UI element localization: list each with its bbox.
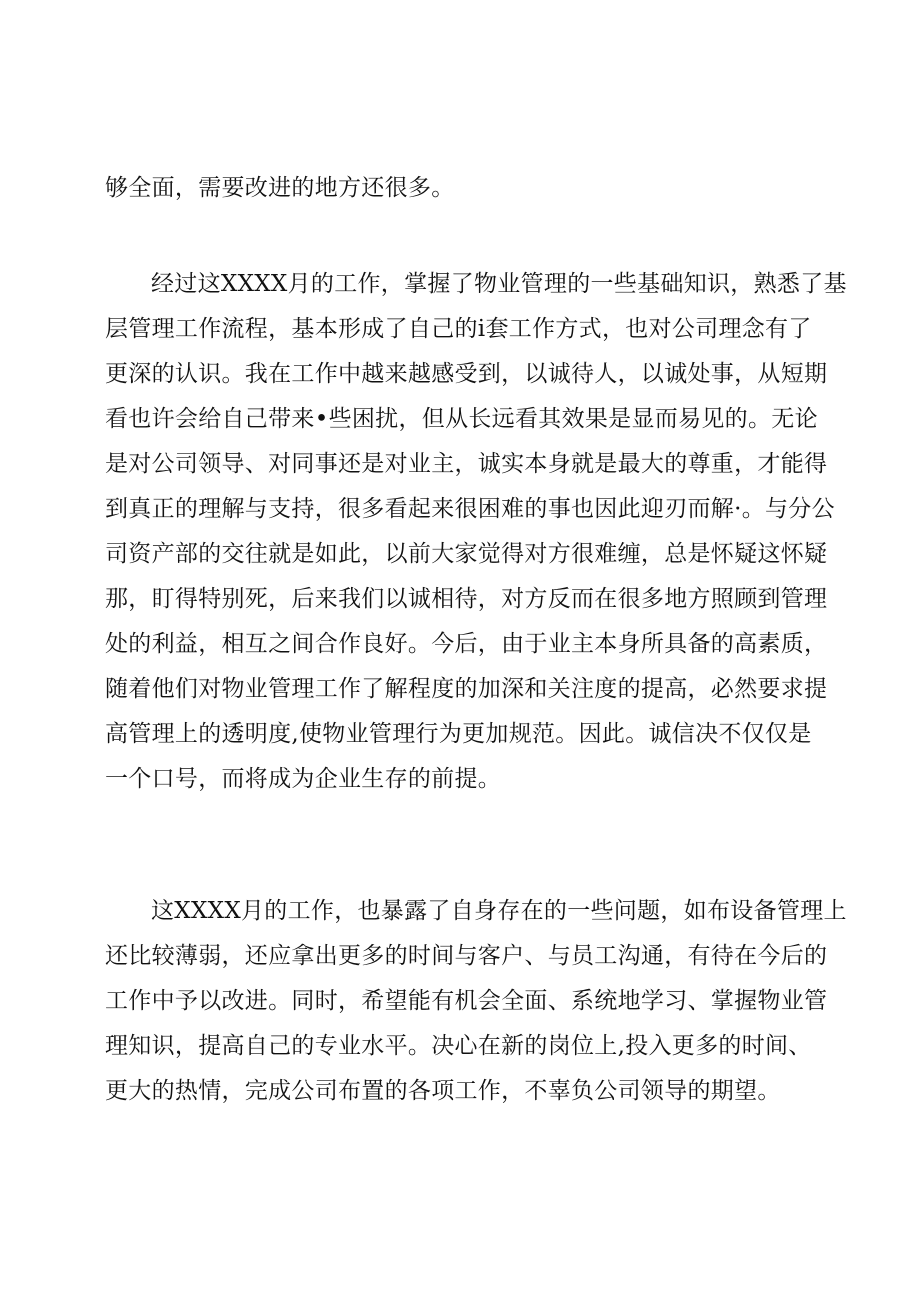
text-line: 更深的认识。我在工作中越来越感受到，以诚待人，以诚处事，从短期	[105, 361, 828, 387]
text-line: 司资产部的交往就是如此，以前大家觉得对方很难缠，总是怀疑这怀疑	[105, 541, 828, 567]
text-line: 是对公司领导、对同事还是对业主，诚实本身就是最大的尊重，才能得	[105, 451, 828, 477]
text-line: 这XXXX月的工作，也暴露了自身存在的一些问题，如布设备管理上	[151, 898, 847, 924]
text-line: 到真正的理解与支持，很多看起来很困难的事也因此迎刃而解·。与分公	[105, 496, 835, 522]
paragraph-work-summary	[105, 262, 847, 802]
text-line: 还比较薄弱，还应拿出更多的时间与客户、与员工沟通，有待在今后的	[105, 943, 828, 969]
text-line: 看也许会给自己带来•些困扰，但从长远看其效果是显而易见的。无论	[105, 406, 818, 432]
text-line: 更大的热情，完成公司布置的各项工作，不辜负公司领导的期望。	[105, 1078, 781, 1104]
text-line: 工作中予以改进。同时，希望能有机会全面、系统地学习、掌握物业管	[105, 988, 828, 1014]
text-line: 那，盯得特别死，后来我们以诚相待，对方反而在很多地方照顾到管理	[105, 586, 828, 612]
text-line: 层管理工作流程，基本形成了自己的i套工作方式，也对公司理念有了	[105, 316, 812, 342]
text-line: 随着他们对物业管理工作了解程度的加深和关注度的提高，必然要求提	[105, 676, 828, 702]
text-line: 够全面，需要改进的地方还很多。	[105, 175, 455, 201]
text-line: 处的利益，相互之间合作良好。今后，由于业主本身所具备的高素质，	[105, 631, 828, 657]
text-line: 经过这XXXX月的工作，掌握了物业管理的一些基础知识，熟悉了基	[151, 271, 847, 297]
paragraph-continuation	[105, 166, 825, 211]
paragraph-improvements	[105, 889, 847, 1114]
text-line: 一个口号，而将成为企业生存的前提。	[105, 766, 502, 792]
text-line: 理知识，提高自己的专业水平。决心在新的岗位上,投入更多的时间、	[105, 1033, 812, 1059]
text-line: 高管理上的透明度,使物业管理行为更加规范。因此。诚信决不仅仅是	[105, 721, 812, 747]
